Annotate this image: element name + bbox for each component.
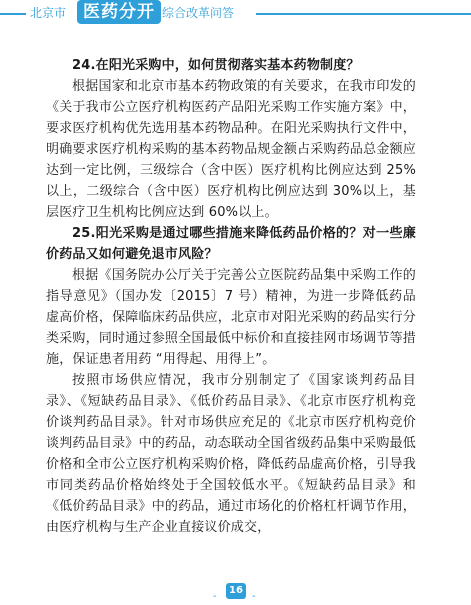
- running-header: [0, 0, 471, 32]
- header-right-text: 综合改革问答: [162, 6, 235, 20]
- header-left-text: 北京市: [30, 6, 67, 20]
- answer-24-paragraph: 根据国家和北京市基本药物政策的有关要求，在我市印发的《关于我市公立医疗机构医药产品阳光采购工作实施方案》中，要求医疗机构优先选用基本药物品种。在阳光采购执行文件中，明确要求医疗机构采购的基本药物品规金额占采购药品总金额应达到一定比例，三级综合（含中医）医疗机构比例应达到 25%以上，二级综合（含中医）医疗机构比例应达到 30%以上，基层医疗卫生机构比例应达到 60%以上。: [46, 79, 416, 220]
- page-body: [46, 55, 416, 538]
- question-24: 24.在阳光采购中，如何贯彻落实基本药物制度？: [72, 58, 360, 73]
- page-number: 16: [226, 583, 246, 599]
- footer-dash-right: -: [252, 591, 256, 602]
- answer-25-paragraph-2: 按照市场供应情况，我市分别制定了《国家谈判药品目录》、《短缺药品目录》、《低价药品目录》、《北京市医疗机构竞价谈判药品目录》。针对市场供应充足的《北京市医疗机构竞价谈判药品目录》中的药品，动态联动全国省级药品集中采购最低价格和全市公立医疗机构采购价格，降低药品虚高价格，引导我市同类药品价格始终处于全国较低水平。《短缺药品目录》和《低价药品目录》中的药品，通过市场化的价格杠杆调节作用，由医疗机构与生产企业直接议价成交，: [46, 373, 416, 535]
- question-25: 25.阳光采购是通过哪些措施来降低药品价格的？对一些廉价药品又如何避免退市风险？: [46, 226, 416, 262]
- footer-dash-left: -: [213, 591, 217, 602]
- header-badge: 医药分开: [77, 0, 161, 24]
- answer-25-paragraph-1: 根据《国务院办公厅关于完善公立医院药品集中采购工作的指导意见》（国办发〔2015〕7 号）精神，为进一步降低药品虚高价格，保障临床药品供应，北京市对阳光采购的药品实行分类采购，同时通过参照全国最低中标价和直接挂网市场调节等措施，保证患者用药 “用得起、用得上”。: [46, 268, 416, 367]
- page-footer: [0, 581, 471, 605]
- header-rule-right: [256, 13, 471, 15]
- header-rule-left: [0, 13, 26, 15]
